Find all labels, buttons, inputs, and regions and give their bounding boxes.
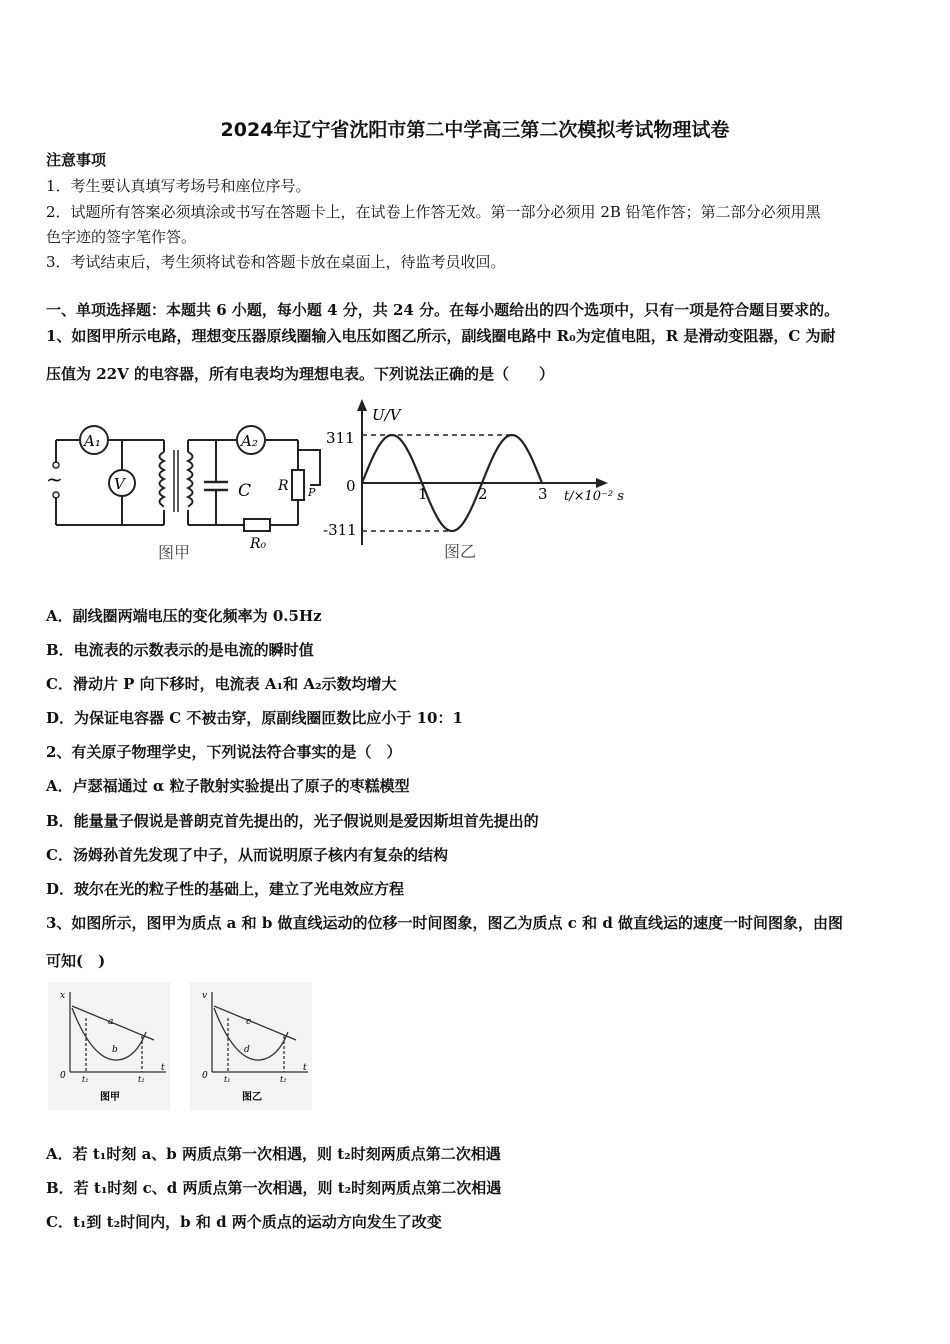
- ammeter-a1-label: A₁: [84, 432, 101, 450]
- x-axis-arrow-icon: [596, 478, 608, 488]
- x-axis-label: t: [303, 1063, 307, 1073]
- x-axis-label: t/×10⁻² s: [564, 489, 624, 504]
- voltmeter-label: V: [114, 475, 125, 493]
- q2-option-a: A．卢瑟福通过 α 粒子散射实验提出了原子的枣糕模型: [46, 777, 410, 795]
- q1-option-c: C．滑动片 P 向下移时，电流表 A₁和 A₂示数均增大: [46, 675, 397, 693]
- page-title: 2024年辽宁省沈阳市第二中学高三第二次模拟考试物理试卷: [220, 119, 730, 141]
- t1-label: t₁: [224, 1075, 231, 1084]
- y-axis-arrow-icon: [357, 399, 367, 411]
- rheostat-label: R: [278, 478, 289, 494]
- q1-option-d: D．为保证电容器 C 不被击穿，原副线圈匝数比应小于 10：1: [46, 709, 463, 727]
- q3-option-b: B．若 t₁时刻 c、d 两质点第一次相遇，则 t₂时刻两质点第二次相遇: [46, 1179, 502, 1197]
- secondary-coil-icon: [188, 452, 193, 507]
- q1-stem: 1、如图甲所示电路，理想变压器原线圈输入电压如图乙所示，副线圈电路中 R₀为定值电阻，R 是滑动变阻器，C 为耐: [46, 327, 836, 345]
- rheostat-icon: [292, 470, 304, 500]
- q1-voltage-chart: [320, 395, 640, 570]
- line-a-label: a: [108, 1017, 114, 1027]
- y-min-tick-label: -311: [323, 521, 357, 539]
- ammeter-a2-label: A₂: [241, 432, 258, 450]
- primary-coil-icon: [160, 452, 165, 507]
- capacitor-label: C: [238, 481, 252, 501]
- q1-circuit-figure: [40, 410, 330, 570]
- notice-item: 2．试题所有答案必须填涂或书写在答题卡上，在试卷上作答无效。第一部分必须用 2B 铅笔作答；第二部分必须用黑: [46, 203, 821, 221]
- notice-item: 3．考试结束后，考生须将试卷和答题卡放在桌面上，待监考员收回。: [46, 253, 506, 271]
- q1-stem: 压值为 22V 的电容器，所有电表均为理想电表。下列说法正确的是（ ）: [46, 365, 554, 383]
- t2-label: t₂: [138, 1075, 145, 1084]
- q2-option-d: D．玻尔在光的粒子性的基础上，建立了光电效应方程: [46, 880, 405, 898]
- q3-option-c: C．t₁到 t₂时间内，b 和 d 两个质点的运动方向发生了改变: [46, 1213, 442, 1231]
- x-tick-label: 2: [478, 485, 488, 503]
- x-axis-label: t: [161, 1063, 165, 1073]
- notice-heading: 注意事项: [46, 151, 107, 169]
- curve-b-label: b: [112, 1045, 118, 1055]
- origin-label: 0: [202, 1071, 208, 1081]
- y-axis-label: x: [60, 991, 66, 1001]
- q2-option-b: B．能量量子假说是普朗克首先提出的，光子假说则是爱因斯坦首先提出的: [46, 812, 539, 830]
- notice-item: 色字迹的签字笔作答。: [46, 228, 197, 246]
- q3-option-a: A．若 t₁时刻 a、b 两质点第一次相遇，则 t₂时刻两质点第二次相遇: [46, 1145, 501, 1163]
- figure-caption: 图甲: [100, 1092, 120, 1103]
- slider-label: P: [308, 486, 316, 499]
- y-axis-label: v: [202, 991, 208, 1001]
- section-heading: 一、单项选择题：本题共 6 小题，每小题 4 分，共 24 分。在每小题给出的四个选项中，只有一项是符合题目要求的。: [46, 301, 840, 319]
- y-max-tick-label: 311: [326, 429, 355, 447]
- q3-figure-yi: [190, 982, 312, 1110]
- origin-label: 0: [346, 477, 356, 495]
- x-tick-label: 1: [418, 485, 428, 503]
- figure-caption: 图甲: [158, 543, 191, 562]
- ac-source-symbol: ~: [46, 467, 63, 491]
- t1-label: t₁: [82, 1075, 89, 1084]
- curve-d-label: d: [244, 1045, 250, 1055]
- q3-figure-jia: [48, 982, 170, 1110]
- notice-item: 1．考生要认真填写考场号和座位序号。: [46, 177, 311, 195]
- q2-stem: 2、有关原子物理学史，下列说法符合事实的是（ ）: [46, 743, 402, 761]
- q3-stem: 可知( ): [46, 952, 106, 970]
- q1-option-a: A．副线圈两端电压的变化频率为 0.5Hz: [46, 607, 322, 625]
- line-c-label: c: [246, 1017, 252, 1027]
- origin-label: 0: [60, 1071, 66, 1081]
- figure-caption: 图乙: [444, 542, 477, 561]
- x-tick-label: 3: [538, 485, 548, 503]
- y-axis-label: U/V: [372, 406, 401, 424]
- resistor-r0-label: R₀: [250, 536, 267, 552]
- q2-option-c: C．汤姆孙首先发现了中子，从而说明原子核内有复杂的结构: [46, 846, 448, 864]
- q3-stem: 3、如图所示，图甲为质点 a 和 b 做直线运动的位移一时间图象，图乙为质点 c 和 d 做直线运的速度一时间图象，由图: [46, 914, 844, 932]
- resistor-r0-icon: [244, 519, 270, 531]
- t2-label: t₂: [280, 1075, 287, 1084]
- figure-caption: 图乙: [242, 1092, 262, 1103]
- q1-option-b: B．电流表的示数表示的是电流的瞬时值: [46, 641, 314, 659]
